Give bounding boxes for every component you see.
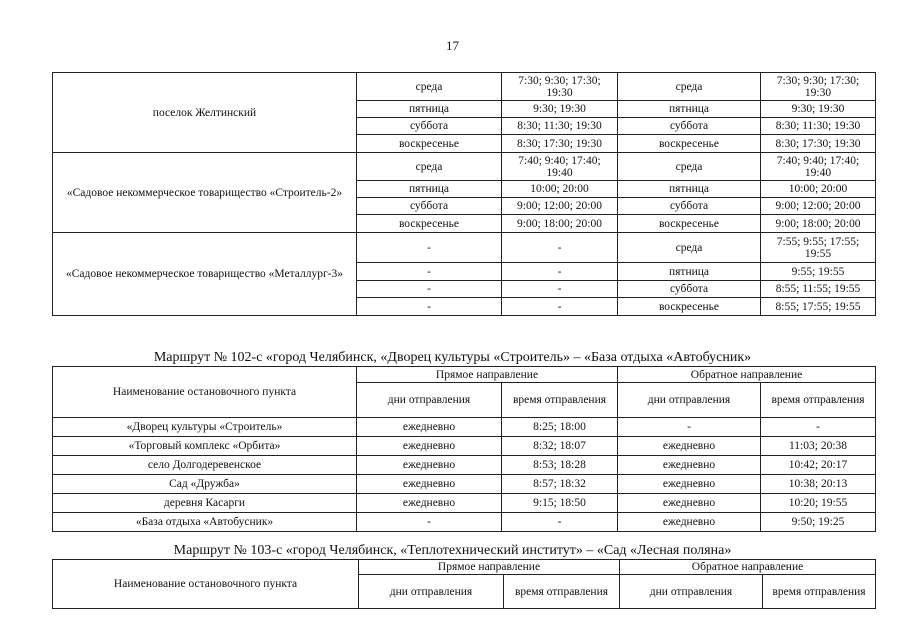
route-102-title: Маршрут № 102-с «город Челябинск, «Дворец культуры «Строитель» – «База отдыха «Автобусник»	[153, 350, 752, 365]
backward-day: суббота	[618, 198, 761, 215]
route-102-table	[52, 366, 876, 532]
forward-days-header: дни отправления	[357, 383, 502, 418]
backward-day: воскресенье	[618, 215, 761, 233]
backward-time: 7:55; 9:55; 17:55; 19:55	[761, 233, 876, 263]
forward-day: ежедневно	[357, 475, 502, 494]
backward-day: среда	[618, 73, 761, 101]
backward-time: 8:30; 17:30; 19:30	[761, 135, 876, 153]
forward-day: воскресенье	[357, 135, 502, 153]
table-row	[53, 73, 876, 101]
table-row	[53, 153, 876, 181]
backward-time: 10:42; 20:17	[761, 456, 876, 475]
backward-day: -	[618, 418, 761, 437]
backward-day: ежедневно	[618, 494, 761, 513]
route-103-title: Маршрут № 103-с «город Челябинск, «Теплотехнический институт» – «Сад «Лесная поляна»	[173, 543, 732, 558]
backward-day: воскресенье	[618, 135, 761, 153]
forward-day: ежедневно	[357, 418, 502, 437]
forward-day: ежедневно	[357, 494, 502, 513]
forward-day: пятница	[357, 181, 502, 198]
backward-day: ежедневно	[618, 437, 761, 456]
backward-time: 9:55; 19:55	[761, 263, 876, 281]
backward-time: 10:20; 19:55	[761, 494, 876, 513]
stop-name: «Садовое некоммерческое товарищество «Металлург-3»	[53, 233, 357, 316]
stop-name: «База отдыха «Автобусник»	[53, 513, 357, 532]
forward-direction-header: Прямое направление	[357, 367, 618, 383]
backward-time: 10:00; 20:00	[761, 181, 876, 198]
backward-time: 8:30; 11:30; 19:30	[761, 118, 876, 135]
backward-time: 9:00; 18:00; 20:00	[761, 215, 876, 233]
stop-name: село Долгодеревенское	[53, 456, 357, 475]
forward-time: -	[502, 513, 618, 532]
backward-time: 7:40; 9:40; 17:40; 19:40	[761, 153, 876, 181]
stop-name: Сад «Дружба»	[53, 475, 357, 494]
forward-time: 9:30; 19:30	[502, 101, 618, 118]
backward-time: 7:30; 9:30; 17:30; 19:30	[761, 73, 876, 101]
forward-day: ежедневно	[357, 456, 502, 475]
forward-time: 7:40; 9:40; 17:40; 19:40	[502, 153, 618, 181]
forward-time: 7:30; 9:30; 17:30; 19:30	[502, 73, 618, 101]
table-row	[53, 437, 876, 456]
table-row	[53, 494, 876, 513]
backward-day: пятница	[618, 101, 761, 118]
forward-day: ежедневно	[357, 437, 502, 456]
forward-time: 8:25; 18:00	[502, 418, 618, 437]
stop-name: «Торговый комплекс «Орбита»	[53, 437, 357, 456]
table-row	[53, 418, 876, 437]
forward-day: -	[357, 513, 502, 532]
forward-day: суббота	[357, 198, 502, 215]
backward-day: среда	[618, 153, 761, 181]
table-row	[53, 475, 876, 494]
forward-day: пятница	[357, 101, 502, 118]
forward-time: 9:15; 18:50	[502, 494, 618, 513]
forward-time: 9:00; 12:00; 20:00	[502, 198, 618, 215]
backward-day: суббота	[618, 281, 761, 298]
forward-time: -	[502, 233, 618, 263]
forward-day: среда	[357, 153, 502, 181]
forward-direction-header: Прямое направление	[359, 560, 620, 575]
stop-name-header: Наименование остановочного пункта	[53, 367, 357, 418]
backward-time-header: время отправления	[763, 575, 876, 609]
forward-time: -	[502, 263, 618, 281]
backward-time: 8:55; 11:55; 19:55	[761, 281, 876, 298]
backward-day: среда	[618, 233, 761, 263]
forward-time: 8:30; 11:30; 19:30	[502, 118, 618, 135]
backward-time: 8:55; 17:55; 19:55	[761, 298, 876, 316]
stop-name-header: Наименование остановочного пункта	[53, 560, 359, 609]
forward-time-header: время отправления	[502, 383, 618, 418]
backward-days-header: дни отправления	[618, 383, 761, 418]
table-row	[53, 233, 876, 263]
forward-time: 9:00; 18:00; 20:00	[502, 215, 618, 233]
page-number: 17	[446, 38, 459, 53]
forward-day: -	[357, 263, 502, 281]
forward-day: среда	[357, 73, 502, 101]
forward-time: 8:30; 17:30; 19:30	[502, 135, 618, 153]
forward-time: -	[502, 298, 618, 316]
stop-name: поселок Желтинский	[53, 73, 357, 153]
backward-day: пятница	[618, 263, 761, 281]
backward-time: 10:38; 20:13	[761, 475, 876, 494]
stop-name: «Садовое некоммерческое товарищество «Строитель-2»	[53, 153, 357, 233]
backward-days-header: дни отправления	[620, 575, 763, 609]
backward-time: 9:00; 12:00; 20:00	[761, 198, 876, 215]
forward-day: суббота	[357, 118, 502, 135]
forward-days-header: дни отправления	[359, 575, 504, 609]
backward-direction-header: Обратное направление	[618, 367, 876, 383]
route-103-table	[52, 559, 876, 609]
forward-day: -	[357, 298, 502, 316]
backward-time: -	[761, 418, 876, 437]
forward-time: -	[502, 281, 618, 298]
backward-day: пятница	[618, 181, 761, 198]
forward-day: воскресенье	[357, 215, 502, 233]
backward-day: ежедневно	[618, 475, 761, 494]
backward-time-header: время отправления	[761, 383, 876, 418]
backward-direction-header: Обратное направление	[620, 560, 876, 575]
backward-time: 9:50; 19:25	[761, 513, 876, 532]
backward-day: суббота	[618, 118, 761, 135]
forward-time: 10:00; 20:00	[502, 181, 618, 198]
forward-time-header: время отправления	[504, 575, 620, 609]
backward-day: ежедневно	[618, 456, 761, 475]
table-row	[53, 513, 876, 532]
backward-time: 9:30; 19:30	[761, 101, 876, 118]
schedule-table-continuation	[52, 72, 876, 316]
forward-day: -	[357, 233, 502, 263]
forward-time: 8:57; 18:32	[502, 475, 618, 494]
forward-time: 8:53; 18:28	[502, 456, 618, 475]
table-row	[53, 456, 876, 475]
forward-day: -	[357, 281, 502, 298]
stop-name: «Дворец культуры «Строитель»	[53, 418, 357, 437]
backward-day: ежедневно	[618, 513, 761, 532]
backward-time: 11:03; 20:38	[761, 437, 876, 456]
forward-time: 8:32; 18:07	[502, 437, 618, 456]
backward-day: воскресенье	[618, 298, 761, 316]
stop-name: деревня Касарги	[53, 494, 357, 513]
